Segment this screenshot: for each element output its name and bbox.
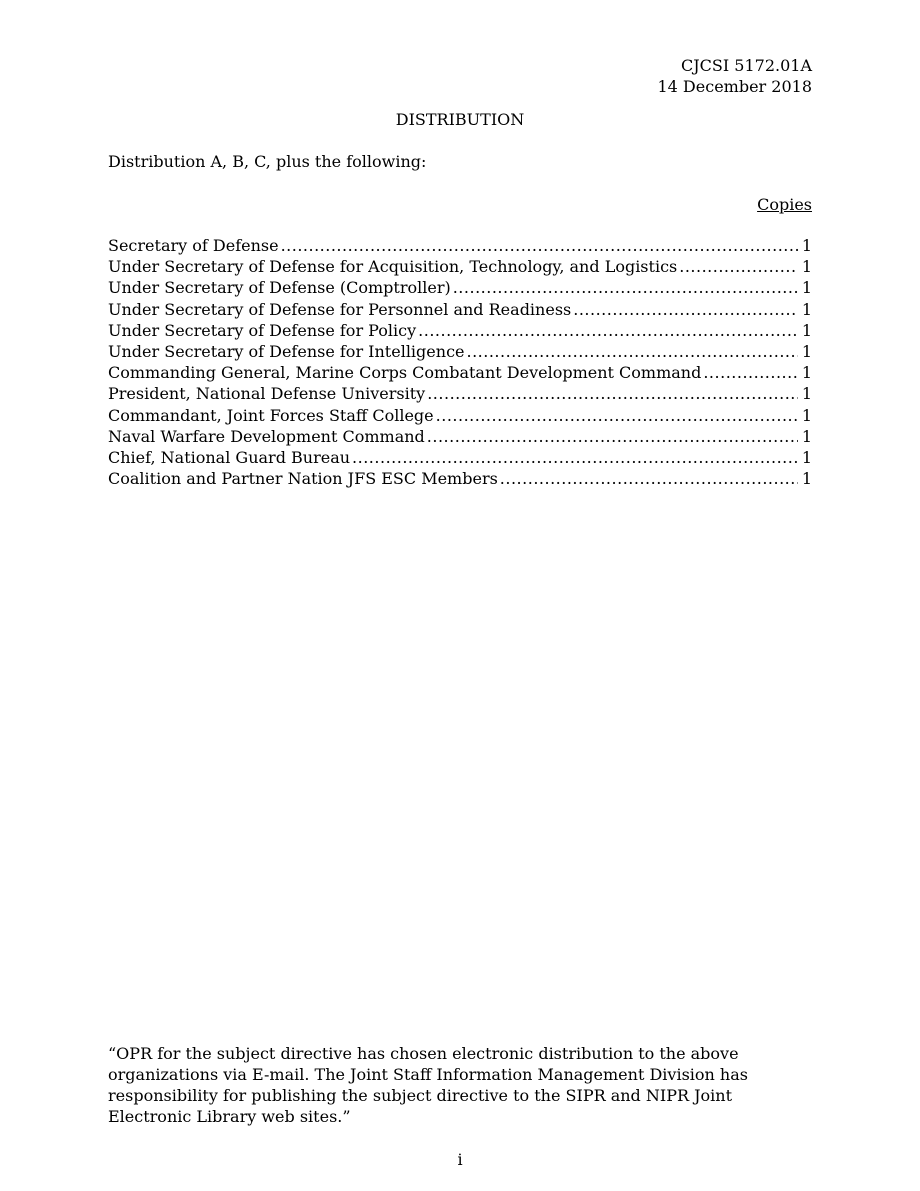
distribution-copies: 1 [801, 320, 812, 340]
distribution-recipient: Under Secretary of Defense for Acquisition, Technology, and Logistics [108, 257, 678, 277]
distribution-row [108, 468, 812, 489]
distribution-recipient: Coalition and Partner Nation JFS ESC Members [108, 469, 498, 489]
distribution-copies: 1 [801, 236, 812, 255]
distribution-recipient: Under Secretary of Defense for Intelligence [108, 341, 465, 361]
distribution-recipient: Commanding General, Marine Corps Combatant Development Command [108, 363, 702, 383]
distribution-row [108, 405, 812, 426]
page-title: DISTRIBUTION [395, 110, 525, 129]
distribution-recipient: Under Secretary of Defense for Personnel and Readiness [108, 299, 572, 319]
distribution-row [108, 447, 812, 468]
distribution-row [108, 320, 812, 341]
distribution-copies: 1 [801, 257, 812, 277]
distribution-row [108, 256, 812, 277]
document-number: CJCSI 5172.01A [681, 56, 812, 75]
distribution-recipient: Secretary of Defense [108, 236, 279, 255]
document-date: 14 December 2018 [657, 77, 812, 96]
distribution-recipient: Commandant, Joint Forces Staff College [108, 405, 434, 425]
distribution-copies: 1 [801, 363, 812, 383]
distribution-copies: 1 [801, 384, 812, 404]
distribution-recipient: Under Secretary of Defense (Comptroller) [108, 278, 451, 298]
distribution-row [108, 299, 812, 320]
dot-leader [500, 468, 798, 489]
copies-column-heading: Copies [757, 195, 812, 214]
distribution-copies: 1 [801, 447, 812, 467]
dot-leader [573, 299, 798, 320]
distribution-copies: 1 [801, 278, 812, 298]
distribution-row [108, 235, 812, 256]
dot-leader [453, 277, 798, 298]
distribution-row [108, 362, 812, 383]
distribution-recipient: Chief, National Guard Bureau [108, 447, 351, 467]
distribution-row [108, 341, 812, 362]
document-header [657, 55, 812, 97]
distribution-copies: 1 [801, 426, 812, 446]
dot-leader [436, 405, 798, 426]
distribution-recipient: President, National Defense University [108, 384, 426, 404]
distribution-row [108, 277, 812, 298]
distribution-list [108, 235, 812, 489]
dot-leader [427, 426, 798, 447]
distribution-copies: 1 [801, 341, 812, 361]
distribution-recipient: Under Secretary of Defense for Policy [108, 320, 417, 340]
distribution-copies: 1 [801, 299, 812, 319]
distribution-recipient: Naval Warfare Development Command [108, 426, 425, 446]
distribution-row [108, 426, 812, 447]
dot-leader [281, 235, 798, 256]
dot-leader [418, 320, 798, 341]
dot-leader [703, 362, 797, 383]
dot-leader [679, 256, 798, 277]
distribution-intro: Distribution A, B, C, plus the following: [108, 152, 427, 171]
dot-leader [467, 341, 798, 362]
dot-leader [427, 383, 798, 404]
distribution-copies: 1 [801, 469, 812, 489]
distribution-row [108, 383, 812, 404]
dot-leader [352, 447, 798, 468]
page-number: i [457, 1150, 463, 1169]
distribution-copies: 1 [801, 405, 812, 425]
distribution-footnote: “OPR for the subject directive has chosen electronic distribution to the above organizations via E-mail. The Joint Staff Information Management Division has responsibility for publishing the subject directive to the SIPR and NIPR Joint Electronic Library web sites.” [108, 1044, 748, 1126]
